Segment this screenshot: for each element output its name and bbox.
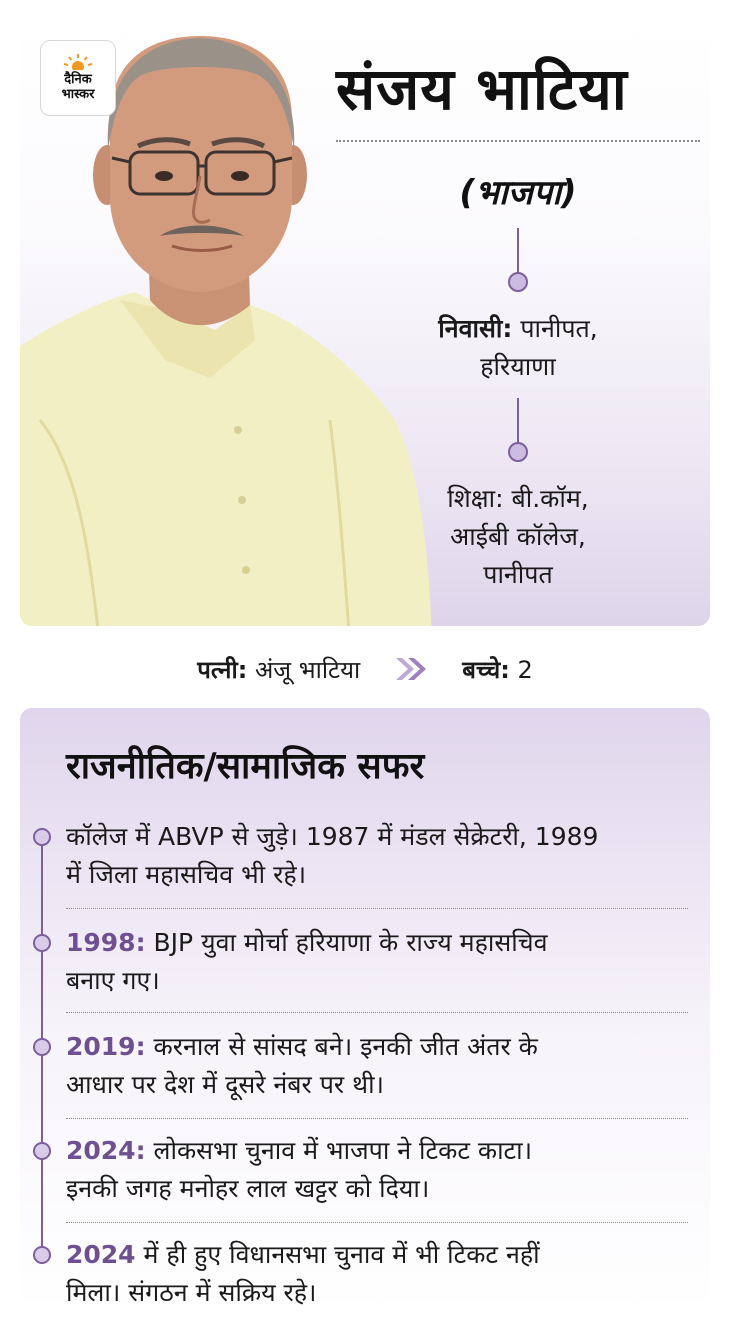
journey-timeline-dot	[33, 934, 51, 952]
journey-year: 1998:	[66, 928, 146, 957]
journey-text	[66, 1132, 696, 1208]
journey-card	[20, 708, 710, 1311]
journey-line-2: आधार पर देश में दूसरे नंबर पर थी।	[66, 1070, 385, 1099]
journey-timeline-dot	[33, 1038, 51, 1056]
spouse-label: पत्नी:	[197, 655, 248, 684]
person-name: संजय भाटिया	[336, 55, 628, 123]
profile-card	[20, 20, 710, 626]
residence-info	[398, 310, 638, 386]
education-info	[398, 480, 638, 594]
journey-line-1: कॉलेज में ABVP से जुड़े। 1987 में मंडल सेक्रेटरी, 1989	[66, 822, 599, 851]
education-value-1: बी.कॉम,	[511, 484, 589, 513]
journey-timeline-dot	[33, 1246, 51, 1264]
family-row	[0, 644, 730, 694]
education-value-2: आईबी कॉलेज,	[450, 522, 586, 551]
journey-divider	[66, 1222, 688, 1223]
profile-timeline-dot	[508, 442, 528, 462]
journey-line-1: लोकसभा चुनाव में भाजपा ने टिकट काटा।	[145, 1136, 533, 1165]
journey-text	[66, 924, 696, 1000]
journey-text	[66, 1236, 696, 1312]
chevron-right-icon	[394, 656, 428, 682]
residence-label: निवासी:	[438, 314, 513, 343]
journey-line-2: बनाए गए।	[66, 966, 160, 995]
journey-timeline-dot	[33, 828, 51, 846]
journey-divider	[66, 1118, 688, 1119]
profile-timeline-dot	[508, 272, 528, 292]
brand-name-line2: भास्कर	[61, 87, 95, 102]
brand-logo	[40, 40, 116, 116]
residence-value-1: पानीपत,	[520, 314, 598, 343]
journey-line-1: करनाल से सांसद बने। इनकी जीत अंतर के	[145, 1032, 538, 1061]
children-value: 2	[517, 655, 533, 684]
journey-year: 2024	[66, 1240, 136, 1269]
journey-year: 2024:	[66, 1136, 146, 1165]
residence-value-2: हरियाणा	[480, 352, 556, 381]
journey-line-2: मिला। संगठन में सक्रिय रहे।	[66, 1278, 317, 1307]
journey-line-1: में ही हुए विधानसभा चुनाव में भी टिकट नहीं	[135, 1240, 540, 1269]
journey-line-2: में जिला महासचिव भी रहे।	[66, 860, 307, 889]
journey-divider	[66, 908, 688, 909]
journey-line-2: इनकी जगह मनोहर लाल खट्टर को दिया।	[66, 1174, 430, 1203]
spouse-info	[197, 653, 360, 686]
journey-title: राजनीतिक/सामाजिक सफर	[66, 746, 425, 787]
journey-text	[66, 1028, 696, 1104]
children-info	[462, 653, 533, 686]
journey-year: 2019:	[66, 1032, 146, 1061]
education-label: शिक्षा:	[447, 484, 504, 513]
journey-divider	[66, 1012, 688, 1013]
education-value-3: पानीपत	[483, 560, 553, 589]
spouse-value: अंजू भाटिया	[254, 655, 361, 684]
name-divider	[336, 140, 700, 142]
party-label: (भाजपा)	[459, 173, 577, 213]
journey-line-1: BJP युवा मोर्चा हरियाणा के राज्य महासचिव	[145, 928, 548, 957]
journey-timeline-dot	[33, 1142, 51, 1160]
journey-text	[66, 818, 696, 894]
children-label: बच्चे:	[462, 655, 510, 684]
sun-icon	[63, 54, 93, 70]
brand-name-line1: दैनिक	[64, 72, 92, 87]
